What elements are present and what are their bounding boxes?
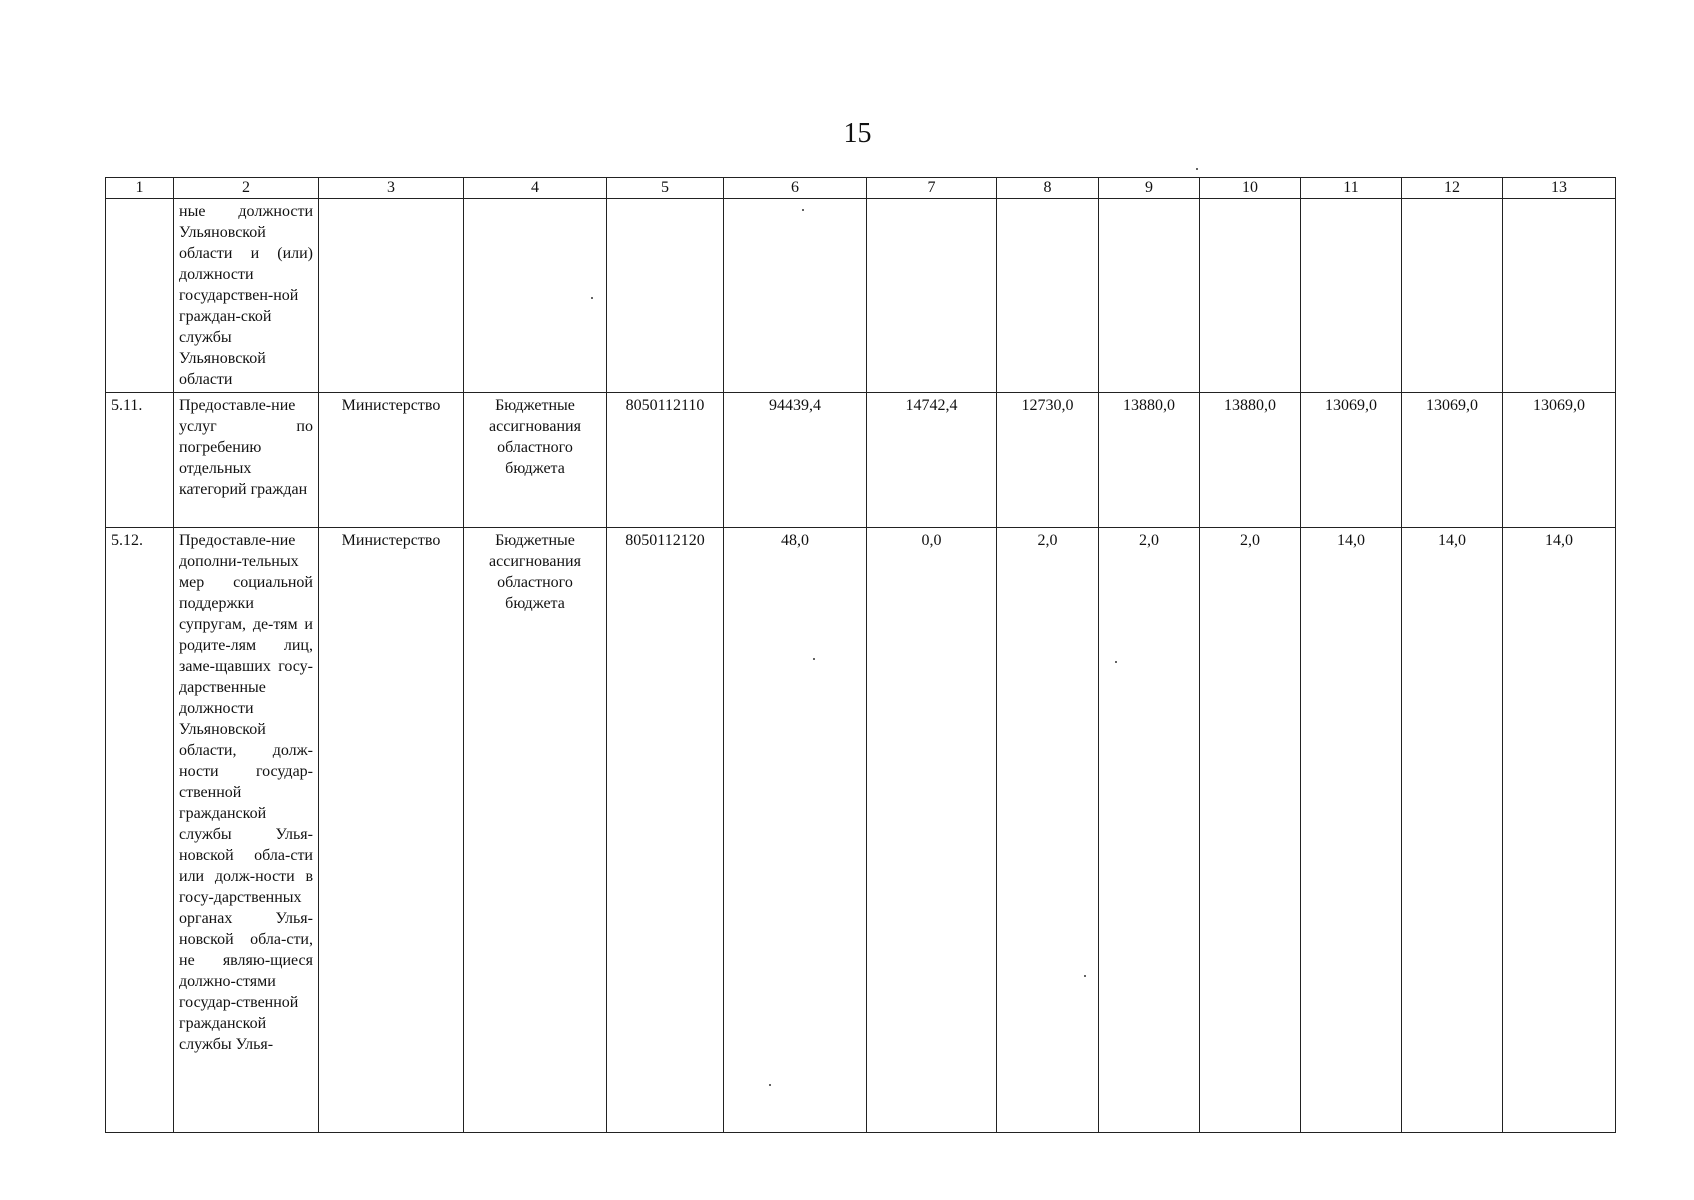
row-code (607, 199, 724, 393)
row-value (724, 199, 867, 393)
column-header: 8 (997, 178, 1099, 199)
column-header: 5 (607, 178, 724, 199)
row-value: 0,0 (867, 528, 997, 1133)
table-row (106, 528, 1616, 1133)
header-row (106, 178, 1616, 199)
row-value: 2,0 (1200, 528, 1301, 1133)
column-header: 6 (724, 178, 867, 199)
row-name: Предоставле-ние дополни-тельных мер социальной поддержки супругам, де-тям и родите-лям лиц, заме-щавших госу-дарственные должности Ульяновской области, долж-ности государ-ственной гражданской службы Улья-новской обла-сти или долж-ности в госу-дарственных органах Улья-новской обла-сти, не являю-щиеся должно-стями государ-ственной гражданской службы Улья- (174, 528, 319, 1133)
scan-speck (1084, 975, 1086, 977)
row-value: 13880,0 (1099, 393, 1200, 528)
row-value (867, 199, 997, 393)
row-value: 2,0 (1099, 528, 1200, 1133)
row-value (1402, 199, 1503, 393)
row-value: 48,0 (724, 528, 867, 1133)
column-header: 12 (1402, 178, 1503, 199)
column-header: 1 (106, 178, 174, 199)
scan-speck (769, 1084, 771, 1086)
column-header: 3 (319, 178, 464, 199)
row-value: 12730,0 (997, 393, 1099, 528)
row-value: 13069,0 (1503, 393, 1616, 528)
row-name: Предоставле-ние услуг по погребению отдельных категорий граждан (174, 393, 319, 528)
column-header: 13 (1503, 178, 1616, 199)
row-code: 8050112120 (607, 528, 724, 1133)
scan-speck (802, 209, 804, 211)
row-executor: Министерство (319, 528, 464, 1133)
column-header: 9 (1099, 178, 1200, 199)
row-name: ные должности Ульяновской области и (или) должности государствен-ной граждан-ской службы Ульяновской области (174, 199, 319, 393)
row-value: 14742,4 (867, 393, 997, 528)
row-value (1503, 199, 1616, 393)
row-value (1301, 199, 1402, 393)
row-value: 13069,0 (1402, 393, 1503, 528)
row-executor (319, 199, 464, 393)
row-source (464, 199, 607, 393)
row-value: 2,0 (997, 528, 1099, 1133)
row-value: 94439,4 (724, 393, 867, 528)
row-source: Бюджетные ассигнования областного бюджета (464, 528, 607, 1133)
column-header: 10 (1200, 178, 1301, 199)
row-value (997, 199, 1099, 393)
row-value: 13069,0 (1301, 393, 1402, 528)
budget-table (105, 177, 1616, 1133)
column-header: 4 (464, 178, 607, 199)
row-value: 14,0 (1301, 528, 1402, 1133)
scan-speck (1115, 661, 1117, 663)
column-header: 2 (174, 178, 319, 199)
row-value: 14,0 (1402, 528, 1503, 1133)
row-number (106, 199, 174, 393)
row-source: Бюджетные ассигнования областного бюджета (464, 393, 607, 528)
row-value (1099, 199, 1200, 393)
row-value: 14,0 (1503, 528, 1616, 1133)
row-executor: Министерство (319, 393, 464, 528)
row-value (1200, 199, 1301, 393)
scan-speck (1196, 168, 1198, 170)
table-row (106, 199, 1616, 393)
row-number: 5.12. (106, 528, 174, 1133)
column-header: 7 (867, 178, 997, 199)
table-row (106, 393, 1616, 528)
row-value: 13880,0 (1200, 393, 1301, 528)
scan-speck (591, 297, 593, 299)
page-number: 15 (843, 118, 872, 149)
row-number: 5.11. (106, 393, 174, 528)
row-code: 8050112110 (607, 393, 724, 528)
scan-speck (813, 658, 815, 660)
column-header: 11 (1301, 178, 1402, 199)
